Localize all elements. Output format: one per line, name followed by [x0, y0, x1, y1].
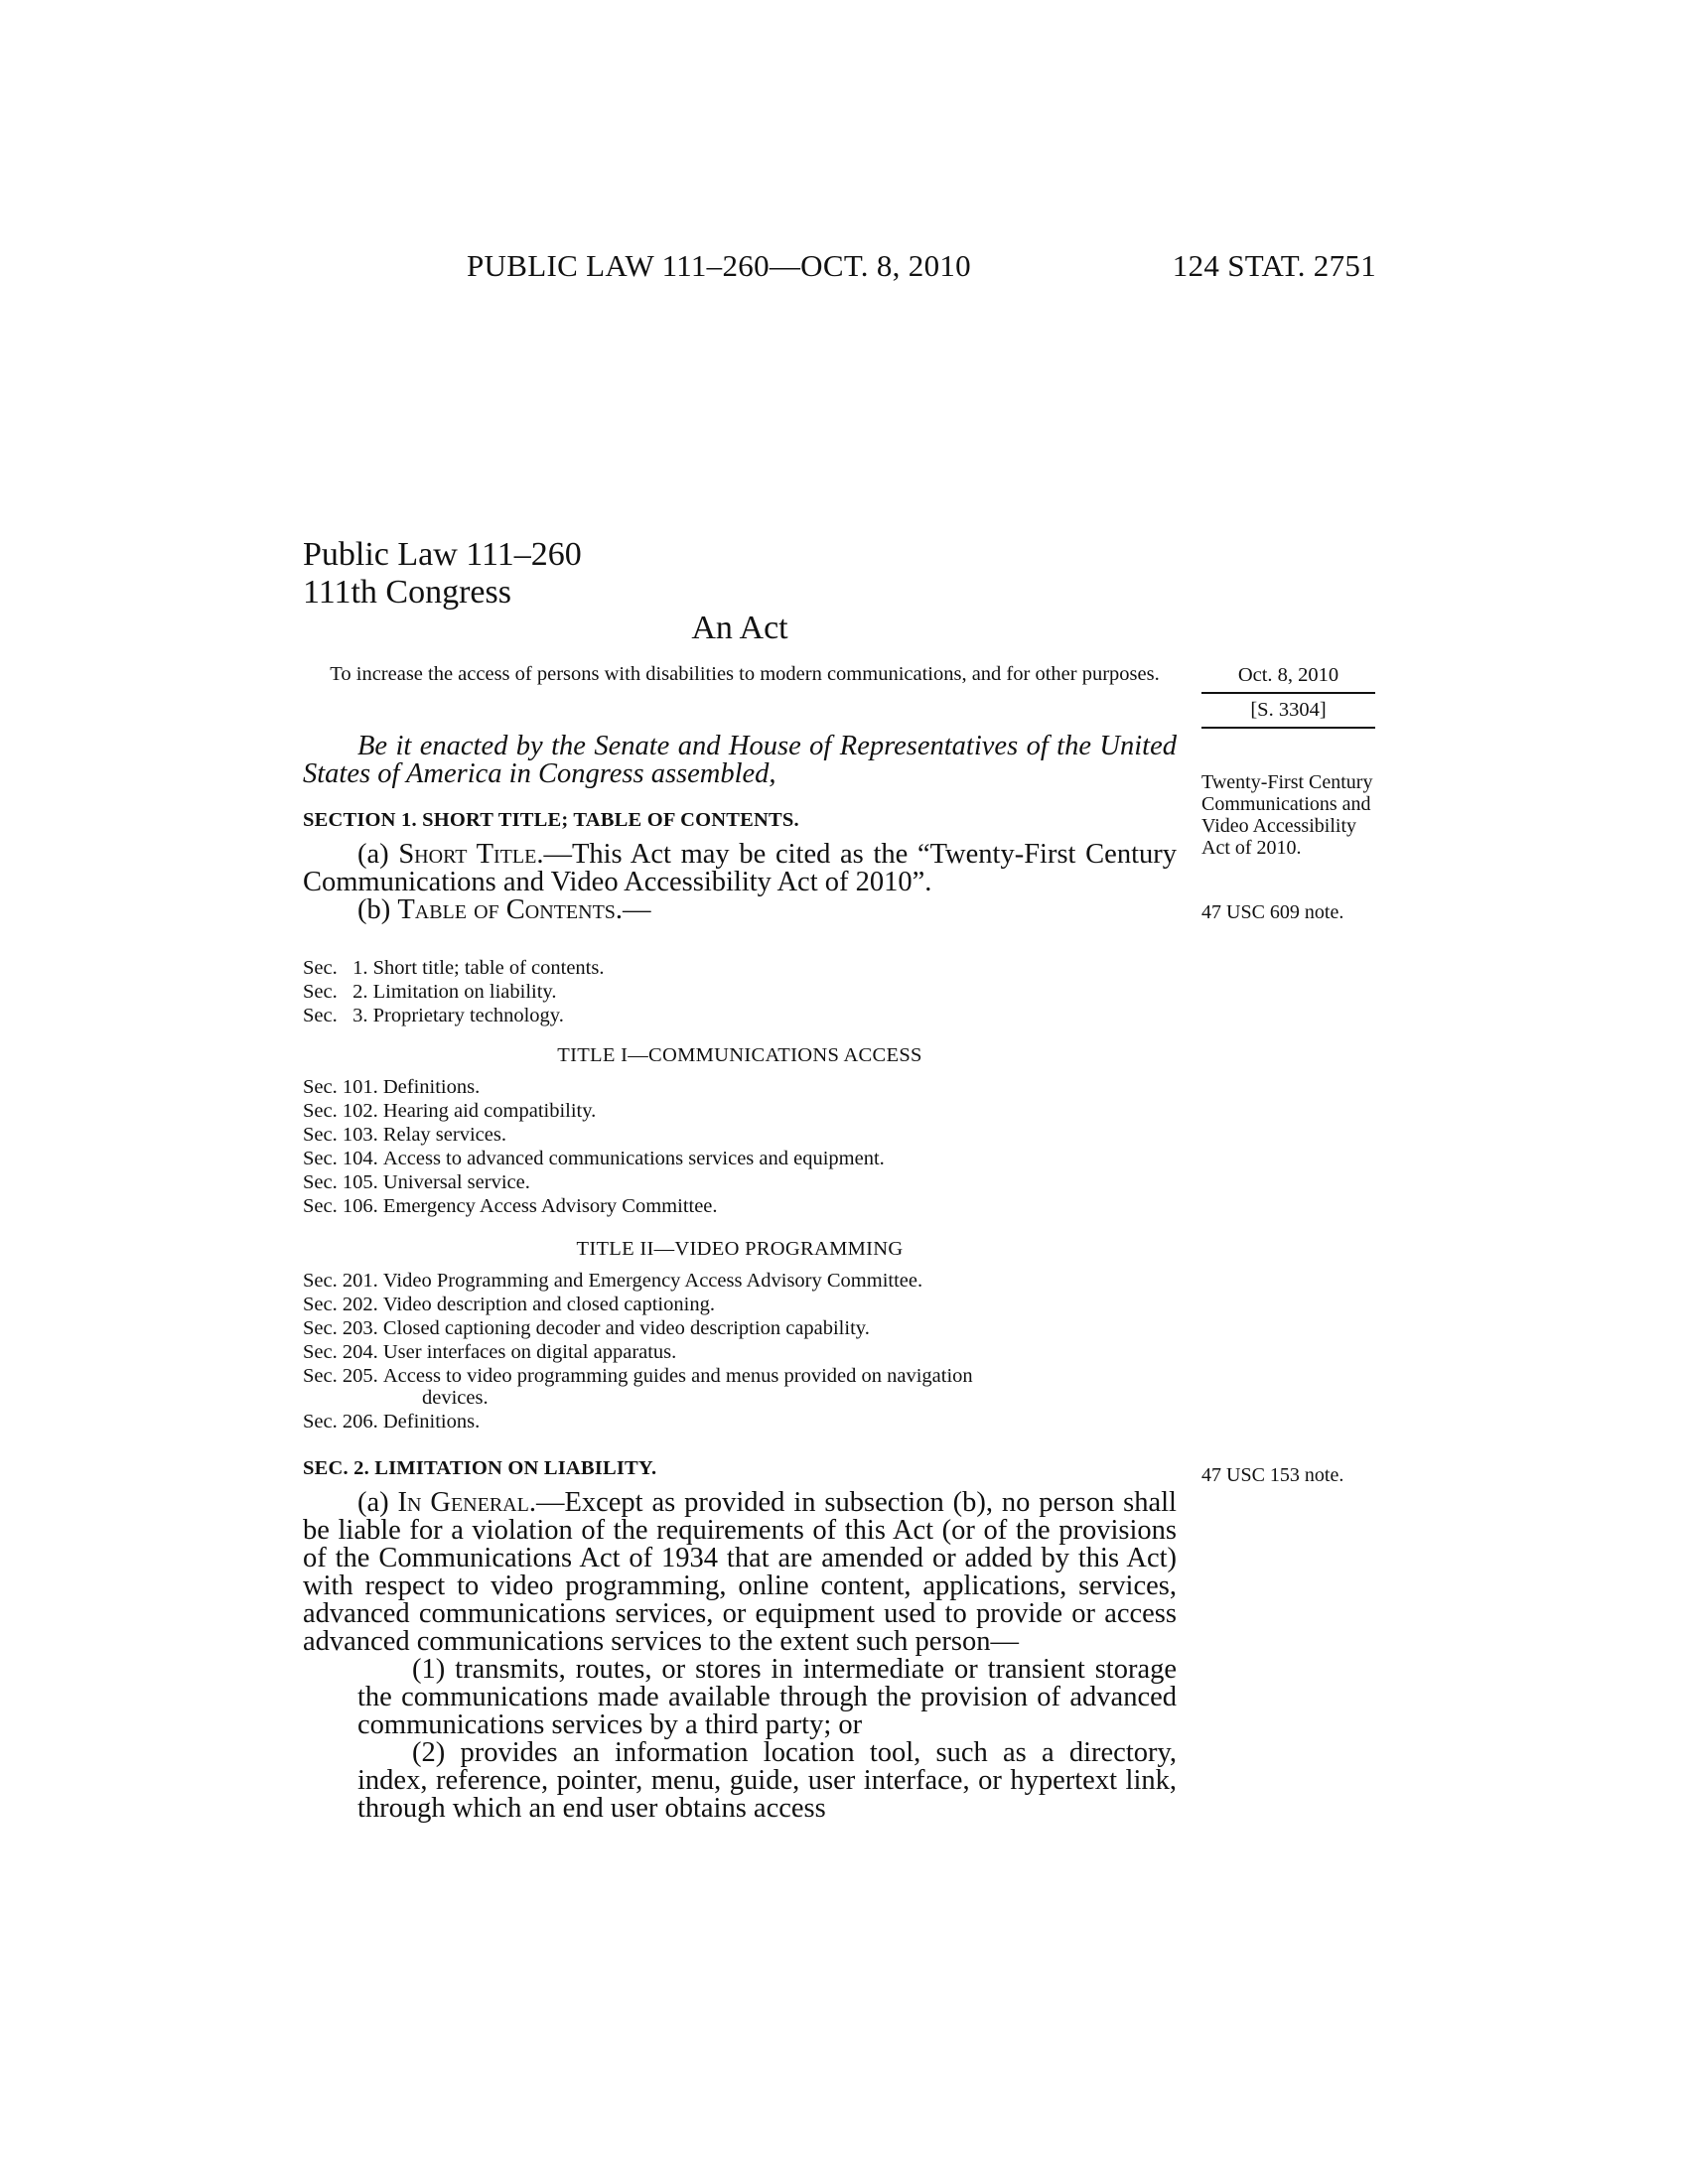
section-2-paragraph-1: (1) transmits, routes, or stores in intermediate or transient storage the communications made available through the provision of advanced communications services by a third party; or: [357, 1654, 1177, 1740]
toc-entry-number: Sec. 201.: [303, 1270, 383, 1292]
margin-note-usc: 47 USC 609 note.: [1201, 901, 1344, 923]
section-2-heading: SEC. 2. LIMITATION ON LIABILITY.: [303, 1457, 657, 1479]
toc-entry-number: Sec. 101.: [303, 1076, 383, 1098]
margin-rule: [1201, 727, 1375, 729]
toc-entry-number: Sec. 203.: [303, 1317, 383, 1339]
toc-entry: [303, 1293, 1177, 1316]
toc-entry: [303, 980, 1177, 1004]
toc-entry-text: Universal service.: [382, 1171, 530, 1193]
toc-entry-number: Sec. 204.: [303, 1341, 383, 1363]
toc-entry-text: Definitions.: [382, 1076, 481, 1098]
toc-entry: [303, 1075, 1177, 1099]
toc-entry: [303, 1269, 1177, 1293]
subsection-text: .—Except as provided in subsection (b), no person shall be liable for a violation of the requirements of this Act (or of the provisions of the Communications Act of 1934 that are amended or added by this Act) with respect to video programming, online content, applications, services, advanced communications services, or equipment used to provide or access advanced communications services to the extent such person—: [303, 1487, 1177, 1657]
toc-title-1-heading: TITLE I—COMMUNICATIONS ACCESS: [557, 1044, 922, 1066]
subsection-label: (a): [357, 839, 399, 870]
toc-entry-number: Sec. 1.: [303, 957, 373, 979]
section-2-body: [303, 1489, 1177, 1823]
toc-entry: [303, 1004, 1177, 1027]
toc-entry-text: Closed captioning decoder and video description capability.: [382, 1317, 870, 1339]
toc-entry-continuation: [303, 1386, 1177, 1410]
congress-number: 111th Congress: [303, 574, 511, 611]
toc-general-list: [303, 956, 1177, 1027]
subsection-caption: In General: [397, 1487, 529, 1518]
section-2-subsection-a: [303, 1489, 1177, 1656]
toc-entry-text: Proprietary technology.: [372, 1005, 564, 1026]
toc-entry-number: Sec. 3.: [303, 1005, 373, 1026]
margin-note-date: Oct. 8, 2010: [1237, 664, 1339, 686]
subsection-caption: Short Title: [398, 839, 537, 870]
toc-entry-number: Sec. 2.: [303, 981, 373, 1003]
toc-entry-number: Sec. 102.: [303, 1100, 383, 1122]
subsection-text: .—This Act may be cited as the “Twenty-First Century Communications and Video Accessibility Act of 2010”.: [303, 839, 1177, 897]
toc-entry: [303, 1340, 1177, 1364]
section-1-heading: SECTION 1. SHORT TITLE; TABLE OF CONTENTS.: [303, 809, 799, 831]
toc-entry: [303, 956, 1177, 980]
toc-entry: [303, 1316, 1177, 1340]
toc-entry-text: Emergency Access Advisory Committee.: [382, 1195, 718, 1217]
margin-rule: [1201, 692, 1375, 694]
section-1-subsection-b: [303, 896, 1177, 924]
toc-entry-number: Sec. 105.: [303, 1171, 383, 1193]
margin-note-usc: 47 USC 153 note.: [1201, 1464, 1344, 1486]
toc-entry-text: Short title; table of contents.: [372, 957, 605, 979]
toc-entry-text: Video description and closed captioning.: [382, 1294, 715, 1315]
toc-entry-number: Sec. 104.: [303, 1148, 383, 1169]
section-2-paragraph-2: (2) provides an information location tool, such as a directory, index, reference, pointer, menu, guide, user interface, or hypertext link, through which an end user obtains access: [357, 1737, 1177, 1824]
toc-entry: [303, 1147, 1177, 1170]
toc-entry-text: Video Programming and Emergency Access Advisory Committee.: [382, 1270, 923, 1292]
section-1-subsection-a: [303, 841, 1177, 896]
toc-entry-text: User interfaces on digital apparatus.: [382, 1341, 677, 1363]
enacting-clause: Be it enacted by the Senate and House of Representatives of the United States of America in Congress assembled,: [303, 731, 1177, 789]
toc-title-2-list: [303, 1269, 1177, 1433]
toc-entry-text: Relay services.: [382, 1124, 506, 1146]
act-purpose: To increase the access of persons with disabilities to modern communications, and for other purposes.: [330, 663, 1160, 685]
toc-entry-text: Access to video programming guides and menus provided on navigation: [382, 1365, 973, 1387]
toc-entry-number: Sec. 106.: [303, 1195, 383, 1217]
toc-entry: [303, 1099, 1177, 1123]
subsection-caption: Table of Contents: [397, 894, 616, 925]
toc-title-2-heading: TITLE II—VIDEO PROGRAMMING: [576, 1238, 904, 1260]
subsection-label: (a): [357, 1487, 398, 1518]
public-law-number: Public Law 111–260: [303, 536, 582, 573]
toc-entry: [303, 1364, 1177, 1388]
subsection-label: (b): [357, 894, 398, 925]
toc-entry-text: Definitions.: [382, 1411, 481, 1433]
toc-entry-text: Access to advanced communications services and equipment.: [382, 1148, 885, 1169]
act-heading: An Act: [691, 610, 788, 646]
margin-note-short-title: Twenty-First Century Communications and Video Accessibility Act of 2010.: [1201, 771, 1373, 859]
toc-entry-text: Limitation on liability.: [372, 981, 557, 1003]
toc-entry-number: Sec. 206.: [303, 1411, 383, 1433]
toc-entry: [303, 1194, 1177, 1218]
toc-entry: [303, 1123, 1177, 1147]
law-title-block: [303, 536, 582, 612]
toc-title-1-list: [303, 1075, 1177, 1218]
toc-entry: [303, 1170, 1177, 1194]
subsection-text: .—: [615, 894, 651, 925]
running-header-left: PUBLIC LAW 111–260—OCT. 8, 2010: [467, 248, 971, 283]
running-header-page: 124 STAT. 2751: [1172, 248, 1376, 283]
toc-entry-text: Hearing aid compatibility.: [382, 1100, 597, 1122]
margin-note-bill: [S. 3304]: [1250, 699, 1327, 721]
toc-entry-text: devices.: [422, 1387, 489, 1409]
toc-entry: [303, 1410, 1177, 1433]
toc-entry-number: Sec. 202.: [303, 1294, 383, 1315]
toc-entry-number: Sec. 205.: [303, 1365, 383, 1387]
toc-entry-number: Sec. 103.: [303, 1124, 383, 1146]
